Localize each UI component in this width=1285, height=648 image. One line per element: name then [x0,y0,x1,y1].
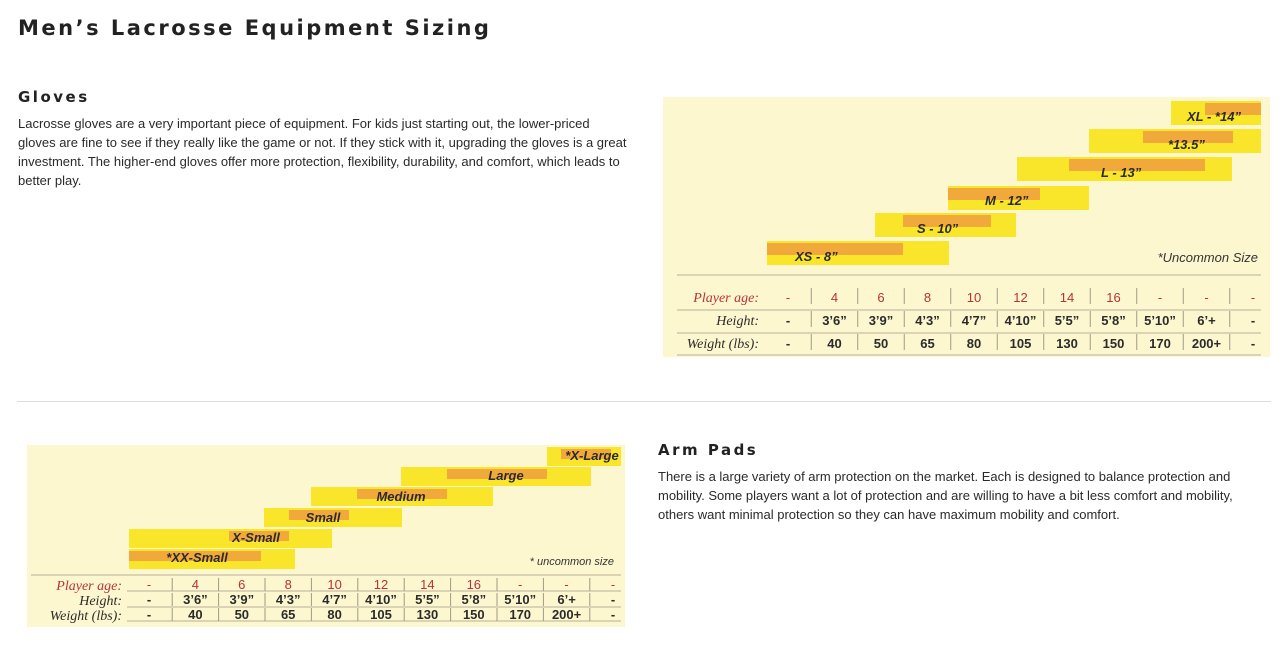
weight-cell: 65 [280,607,296,622]
gloves-sizing-chart-graphic [663,97,1270,357]
age-cell: 14 [420,577,435,592]
weight-cell: 170 [1149,336,1171,351]
weight-row-label: Weight (lbs): [49,609,122,624]
age-cell: 4 [191,577,200,592]
weight-cell: 105 [1009,336,1032,351]
weight-cell: - [785,336,791,351]
weight-cell: 200+ [1191,336,1222,351]
height-cell: - [785,313,791,328]
age-cell: 10 [327,577,342,592]
gloves-size-label: S - 10” [917,221,959,236]
height-cell: 3’9” [868,313,894,328]
arm-pads-sizing-table [147,577,615,622]
gloves-size-label: XL - *14” [1187,109,1241,124]
weight-cell: 80 [966,336,982,351]
age-cell: - [785,290,791,305]
height-cell: 3’9” [229,592,255,607]
age-cell: 6 [238,577,246,592]
height-cell: - [1250,313,1256,328]
arm-pads-size-label: *XX-Small [166,550,228,565]
age-cell: - [1204,290,1209,305]
age-cell: 12 [1013,290,1028,305]
player-age-row-label: Player age: [693,291,759,306]
age-cell: 8 [284,577,292,592]
weight-cell: 170 [509,607,532,622]
weight-cell: - [146,607,152,622]
gloves-uncommon-note: *Uncommon Size [1157,250,1258,265]
age-cell: 10 [966,290,982,305]
height-cell: 5’8” [1101,313,1126,328]
age-cell: 8 [923,290,932,305]
age-cell: 6 [877,290,885,305]
age-cell: - [518,577,523,592]
age-cell: - [1157,290,1163,305]
gloves-description: Lacrosse gloves are a very important piece of equipment. For kids just starting out, the lower-priced gloves are fine to see if they really like the game or not. If they stick with it, upgrading the gloves is a great investment. The higher-end gloves offer more protection, flexibility, durability, and comfort, which leads to better play. [18,116,627,188]
weight-cell: 200+ [551,607,582,622]
gloves-heading: Gloves [18,88,90,106]
weight-cell: 80 [327,607,342,622]
height-row-label: Height: [716,314,759,329]
weight-cell: 50 [234,607,250,622]
gloves-size-label: L - 13” [1101,165,1142,180]
arm-pads-sizing-chart-graphic [27,445,625,627]
arm-pads-size-label: *X-Large [565,448,619,463]
height-cell: - [146,592,152,607]
weight-cell: 40 [827,336,842,351]
height-cell: 4’3” [915,313,940,328]
height-cell: 4’10” [365,592,397,607]
age-cell: - [564,577,569,592]
height-cell: - [610,592,616,607]
height-cell: 4’7” [961,313,987,328]
height-row-label: Height: [79,594,122,609]
gloves-size-bars [767,101,1261,265]
age-cell: - [610,577,616,592]
height-cell: 6’+ [557,592,576,607]
height-cell: 3’6” [183,592,208,607]
height-cell: 5’10” [504,592,537,607]
age-cell: 14 [1059,290,1075,305]
weight-cell: 105 [370,607,392,622]
gloves-size-label: XS - 8” [795,249,838,264]
weight-cell: - [610,607,616,622]
height-cell: 4’10” [1004,313,1037,328]
age-cell: 4 [830,290,839,305]
age-cell: - [146,577,152,592]
gloves-sizing-chart [663,97,1270,357]
height-cell: 6’+ [1197,313,1216,328]
age-cell: - [1250,290,1256,305]
weight-cell: - [1250,336,1256,351]
weight-cell: 150 [462,607,485,622]
arm-pads-heading: Arm Pads [658,441,759,459]
weight-cell: 150 [1102,336,1125,351]
arm-pads-description: There is a large variety of arm protection on the market. Each is designed to balance protection and mobility. Some players want a lot of protection and are willing to have a bit less comfort and mobility, others want minimal protection so they can have maximum mobility and comfort. [658,469,1233,522]
height-cell: 5’10” [1144,313,1176,328]
weight-cell: 130 [1056,336,1078,351]
weight-cell: 130 [416,607,439,622]
page-title: Men’s Lacrosse Equipment Sizing [18,16,492,40]
height-cell: 3’6” [822,313,847,328]
arm-pads-size-label: Medium [376,489,426,504]
height-cell: 4’7” [322,592,347,607]
weight-cell: 50 [873,336,889,351]
age-cell: 12 [373,577,389,592]
height-cell: 4’3” [275,592,301,607]
age-cell: 16 [1106,290,1121,305]
arm-pads-size-label: Large [488,468,524,483]
weight-cell: 65 [920,336,935,351]
weight-row-label: Weight (lbs): [686,337,759,352]
arm-pads-sizing-chart [27,445,625,627]
gloves-size-label: *13.5” [1168,137,1205,152]
height-cell: 5’8” [461,592,487,607]
height-cell: 5’5” [1054,313,1080,328]
age-cell: 16 [466,577,482,592]
arm-pads-uncommon-note: * uncommon size [529,556,614,568]
section-divider [17,401,1271,402]
arm-pads-size-label: Small [305,510,341,525]
gloves-sizing-table [786,288,1255,351]
arm-pads-size-label: X-Small [232,530,280,545]
weight-cell: 40 [188,607,203,622]
height-cell: 5’5” [415,592,440,607]
player-age-row-label: Player age: [56,579,122,594]
gloves-size-label: M - 12” [985,193,1029,208]
